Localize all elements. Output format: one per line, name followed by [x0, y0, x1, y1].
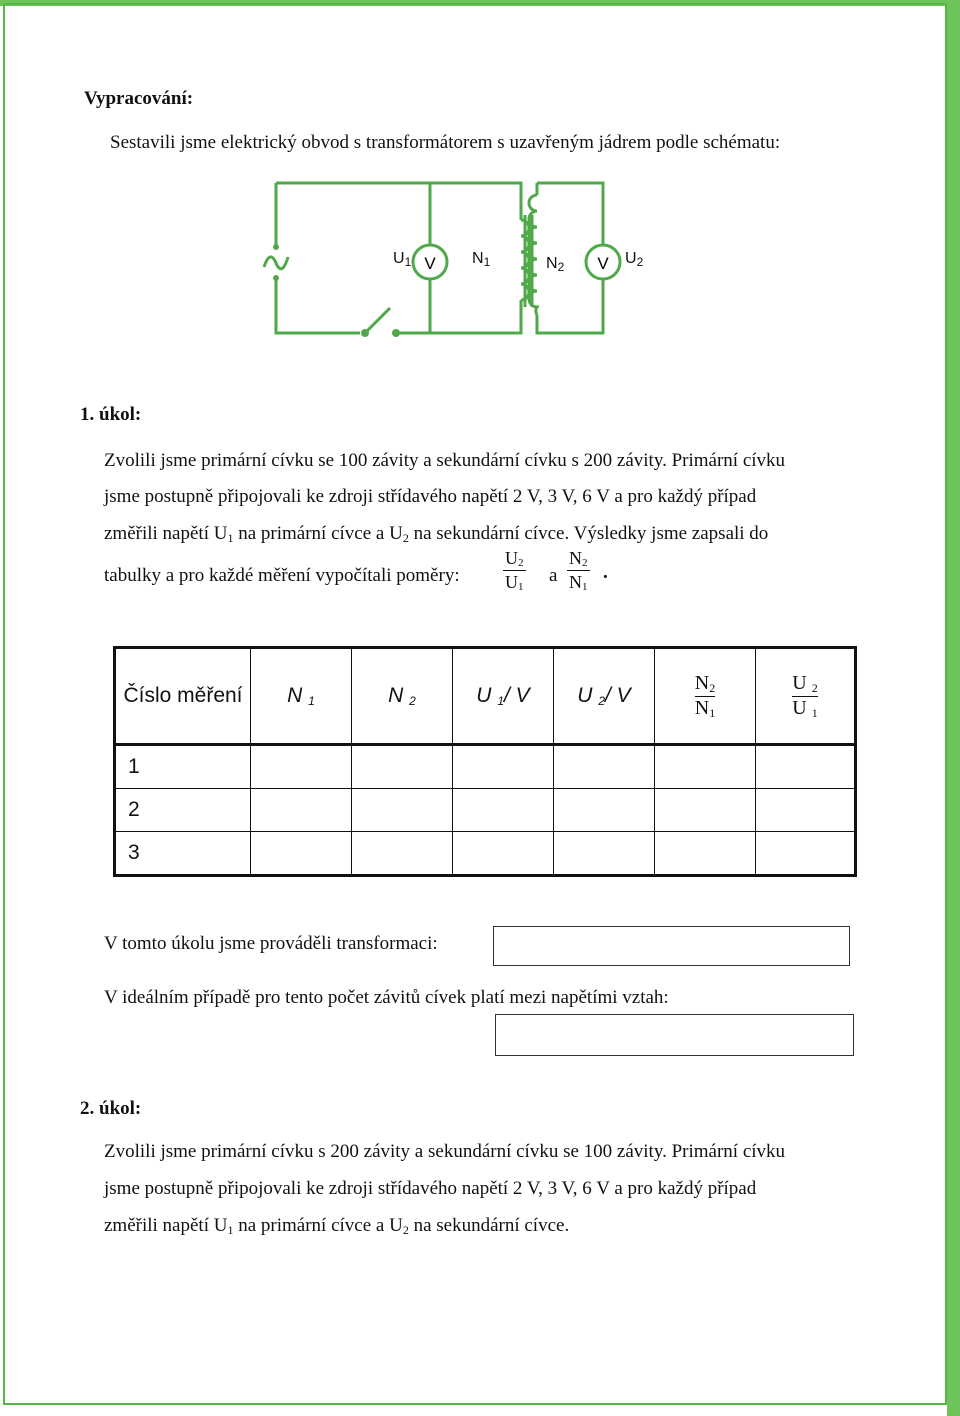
- header-n1: [251, 648, 352, 745]
- switch-contact-right: [392, 329, 400, 337]
- cell-u1[interactable]: [453, 832, 554, 876]
- ratio-period: .: [603, 562, 608, 583]
- ratio-and: a: [549, 565, 558, 586]
- cell-u2[interactable]: [554, 832, 655, 876]
- task2-line3-b: na primární cívce a U: [233, 1215, 403, 1236]
- cell-u-ratio[interactable]: [756, 832, 856, 876]
- voltmeter-2: [586, 245, 620, 279]
- header-u-ratio-den-sub: 1: [811, 705, 818, 720]
- task1-title: 1. úkol:: [80, 404, 142, 425]
- switch-lever: [365, 308, 390, 333]
- ratio-n2-n1: [567, 548, 590, 593]
- label-n1-letter: N: [472, 250, 484, 267]
- cell-n-ratio[interactable]: [655, 789, 756, 832]
- task2-line3: [104, 1215, 569, 1238]
- task2-title: 2. úkol:: [80, 1098, 142, 1119]
- header-u2-sub: 2: [598, 694, 605, 708]
- label-u1: [393, 250, 411, 269]
- ac-wave-icon: [264, 257, 288, 269]
- task1-line3: [104, 523, 768, 546]
- header-n-ratio-den: [695, 697, 715, 719]
- header-u-ratio-num-letter: U: [792, 671, 807, 694]
- header-n-ratio-fraction: [695, 672, 715, 721]
- task1-line2: jsme postupně připojovali ke zdroji střídavého napětí 2 V, 3 V, 6 V a pro každý případ: [104, 486, 757, 507]
- label-n2-sub: 2: [557, 260, 565, 274]
- ratio-n-denominator: [567, 572, 590, 593]
- cell-n-ratio[interactable]: [655, 745, 756, 789]
- task2-line3-a: změřili napětí U: [104, 1215, 228, 1236]
- header-u2-letter: U: [577, 684, 593, 707]
- task2-line3-sub1: 1: [227, 1223, 234, 1237]
- header-u-ratio-num-sub: 2: [811, 680, 818, 695]
- cell-u1[interactable]: [453, 745, 554, 789]
- cell-n2[interactable]: [352, 789, 453, 832]
- table-row: [115, 745, 856, 789]
- circuit-diagram: [250, 175, 670, 350]
- cell-n2[interactable]: [352, 832, 453, 876]
- task1-line3-c: na sekundární cívce. Výsledky jsme zapsali do: [408, 523, 769, 544]
- header-n1-sub: 1: [308, 694, 315, 708]
- voltmeter-1-label: V: [424, 254, 436, 273]
- source-terminal-bottom: [273, 275, 279, 281]
- source-terminal-top: [273, 244, 279, 250]
- cell-u-ratio[interactable]: [756, 789, 856, 832]
- side-accent-bar: [947, 0, 960, 1416]
- cell-u2[interactable]: [554, 789, 655, 832]
- intro-text: Sestavili jsme elektrický obvod s transformátorem s uzavřeným jádrem podle schématu:: [110, 132, 781, 153]
- label-n2: [546, 255, 564, 274]
- table-header-row: [115, 648, 856, 745]
- ratio-n-bar: [567, 570, 590, 571]
- cell-n2[interactable]: [352, 745, 453, 789]
- task1-line3-sub1: 1: [227, 531, 234, 545]
- cell-n-ratio[interactable]: [655, 832, 756, 876]
- header-n-ratio-num: [695, 672, 715, 694]
- ac-source: [264, 244, 288, 281]
- voltmeter-2-label: V: [597, 254, 609, 273]
- header-u-ratio-num: [792, 672, 817, 694]
- task2-line1: Zvolili jsme primární cívku s 200 závity a sekundární cívku se 100 závity. Primární cívku: [104, 1141, 786, 1162]
- ratio-u-den-sub: 1: [518, 581, 524, 593]
- voltmeter-1: [413, 245, 447, 279]
- label-u1-letter: U: [393, 250, 405, 267]
- ratio-u-numerator: [503, 548, 526, 569]
- ratio-n-den-sub: 1: [582, 581, 588, 593]
- header-n-ratio-num-letter: N: [694, 671, 710, 694]
- header-u1: [453, 648, 554, 745]
- ratio-n-num-sub: 2: [582, 557, 588, 569]
- question-relation: V ideálním případě pro tento počet závitů cívek platí mezi napětími vztah:: [104, 987, 669, 1008]
- header-u-ratio: [756, 648, 856, 745]
- measurement-table: [113, 646, 857, 877]
- label-u2-sub: 2: [636, 255, 644, 269]
- ratio-u-bar: [503, 570, 526, 571]
- task1-line3-b: na primární cívce a U: [233, 523, 403, 544]
- transformation-answer-field[interactable]: [493, 926, 850, 966]
- task1-line4: tabulky a pro každé měření vypočítali poměry:: [104, 565, 460, 586]
- cell-n1[interactable]: [251, 832, 352, 876]
- header-n-ratio: [655, 648, 756, 745]
- header-u1-sub: 1: [497, 694, 504, 708]
- header-u-ratio-den: [792, 697, 817, 719]
- row-number: 2: [115, 789, 251, 832]
- header-cislo-mereni: Číslo měření: [115, 648, 251, 745]
- relation-answer-field[interactable]: [495, 1014, 854, 1056]
- label-u2: [625, 250, 643, 269]
- cell-u-ratio[interactable]: [756, 745, 856, 789]
- row-number: 1: [115, 745, 251, 789]
- switch: [361, 308, 400, 337]
- table-row: [115, 789, 856, 832]
- row-number: 3: [115, 832, 251, 876]
- header-u-ratio-fraction: [792, 672, 817, 721]
- section-heading: Vypracování:: [84, 88, 194, 109]
- cell-n1[interactable]: [251, 789, 352, 832]
- task2-line2: jsme postupně připojovali ke zdroji střídavého napětí 2 V, 3 V, 6 V a pro každý případ: [104, 1178, 757, 1199]
- label-n1: [472, 250, 490, 269]
- ratio-u-num-sub: 2: [518, 557, 524, 569]
- header-n2-letter: N: [388, 684, 404, 707]
- cell-u2[interactable]: [554, 745, 655, 789]
- table-row: [115, 832, 856, 876]
- header-u-ratio-den-letter: U: [792, 696, 807, 719]
- ratio-u2-u1: [503, 548, 526, 593]
- label-u2-letter: U: [625, 250, 637, 267]
- header-n2-sub: 2: [409, 694, 416, 708]
- header-n-ratio-den-sub: 1: [709, 705, 716, 720]
- task2-line3-sub2: 2: [402, 1223, 409, 1237]
- header-u1-letter: U: [476, 684, 492, 707]
- task1-line3-sub2: 2: [402, 531, 409, 545]
- ratio-u-den-letter: U: [505, 572, 518, 592]
- task1-line3-a: změřili napětí U: [104, 523, 228, 544]
- task1-line1: Zvolili jsme primární cívku se 100 závity a sekundární cívku s 200 závity. Primární cívku: [104, 450, 786, 471]
- header-u1-unit: / V: [504, 684, 530, 707]
- ratio-n-num-letter: N: [569, 548, 582, 568]
- header-u2-unit: / V: [605, 684, 631, 707]
- question-transformation: V tomto úkolu jsme prováděli transformaci:: [104, 933, 438, 954]
- cell-n1[interactable]: [251, 745, 352, 789]
- ratio-n-numerator: [567, 548, 590, 569]
- label-u1-sub: 1: [404, 255, 412, 269]
- cell-u1[interactable]: [453, 789, 554, 832]
- task2-line3-c: na sekundární cívce.: [408, 1215, 570, 1236]
- header-u2: [554, 648, 655, 745]
- header-n-ratio-den-letter: N: [694, 696, 710, 719]
- ratio-u-num-letter: U: [505, 548, 518, 568]
- ratio-n-den-letter: N: [569, 572, 582, 592]
- ratio-u-denominator: [503, 572, 526, 593]
- header-n2: [352, 648, 453, 745]
- label-n1-sub: 1: [483, 255, 491, 269]
- header-n-ratio-num-sub: 2: [709, 680, 716, 695]
- header-n1-letter: N: [287, 684, 303, 707]
- label-n2-letter: N: [546, 255, 558, 272]
